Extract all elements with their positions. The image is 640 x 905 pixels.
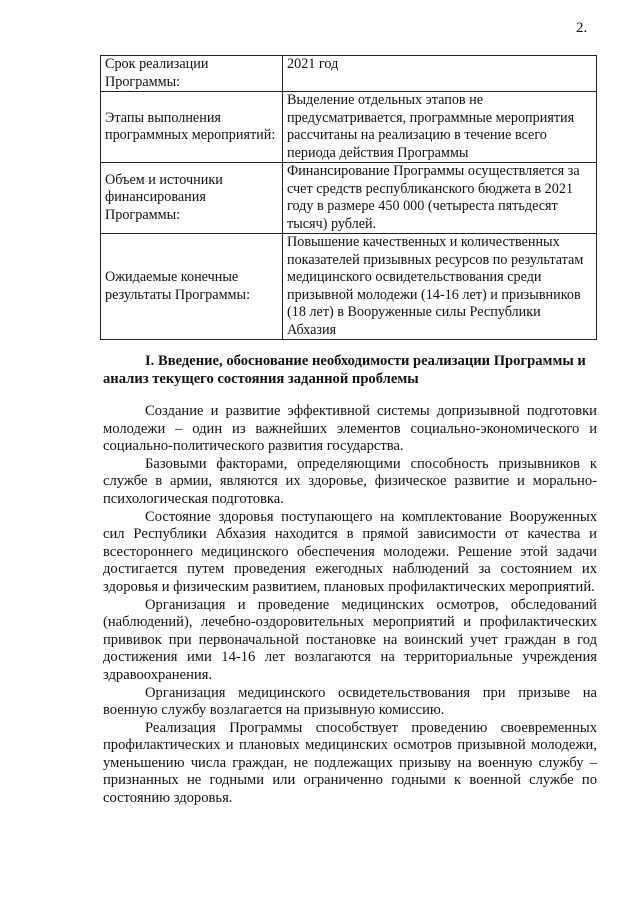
table-label-term: Срок реализации Программы: [101, 56, 283, 92]
table-label-results: Ожидаемые конечные результаты Программы: [101, 234, 283, 340]
table-label-stages: Этапы выполнения программных мероприятий: [101, 92, 283, 163]
table-row-term [101, 56, 597, 92]
table-value-results: Повышение качественных и количественных показателей призывных ресурсов по результатам медицинского освидетельствования среди призывной молодежи (14-16 лет) и призывников (18 лет) в Вооруженные силы Республики Абхазия [283, 234, 597, 340]
table-value-stages: Выделение отдельных этапов не предусматривается, программные мероприятия рассчитаны на реализацию в течение всего периода действия Программы [283, 92, 597, 163]
page-number: 2. [576, 20, 588, 36]
paragraph: Реализация Программы способствует проведению своевременных профилактических и плановых медицинских осмотров призывной молодежи, уменьшению числа граждан, не подлежащих призыву на военную службу – признанных не годными или ограниченно годными к военной службе по состоянию здоровья. [103, 719, 597, 807]
table-row-results [101, 234, 597, 340]
table-label-finance: Объем и источники финансирования Программы: [101, 163, 283, 234]
table-row-finance [101, 163, 597, 234]
table-value-term: 2021 год [283, 56, 597, 92]
table-row-stages [101, 92, 597, 163]
program-passport-table [100, 55, 597, 340]
paragraph: Создание и развитие эффективной системы допризывной подготовки молодежи – один из важнейших элементов социально-экономического и социально-политического развития государства. [103, 403, 597, 455]
section-body [103, 403, 597, 808]
section-heading: I. Введение, обоснование необходимости реализации Программы и анализ текущего состояния заданной проблемы [103, 353, 586, 387]
paragraph: Базовыми факторами, определяющими способность призывников к службе в армии, являются их здоровье, физическое развитие и морально-психологическая подготовка. [103, 455, 597, 507]
paragraph: Организация и проведение медицинских осмотров, обследований (наблюдений), лечебно-оздоровительных мероприятий и профилактических прививок при первоначальной постановке на воинский учет граждан в год достижения ими 14-16 лет возлагаются на территориальные учреждения здравоохранения. [103, 596, 597, 683]
paragraph: Состояние здоровья поступающего на комплектование Вооруженных сил Республики Абхазия находится в прямой зависимости от качества и всестороннего медицинского обеспечения молодежи. Решение этой задачи достигается путем проведения ежегодных наблюдений за состоянием их здоровья и физическим развитием, плановых профилактических мероприятий. [103, 508, 597, 595]
table-value-finance: Финансирование Программы осуществляется за счет средств республиканского бюджета в 2021 году в размере 450 000 (четыреста пятьдесят тысяч) рублей. [283, 163, 597, 234]
paragraph: Организация медицинского освидетельствования при призыве на военную службу возлагается на призывную комиссию. [103, 684, 597, 719]
